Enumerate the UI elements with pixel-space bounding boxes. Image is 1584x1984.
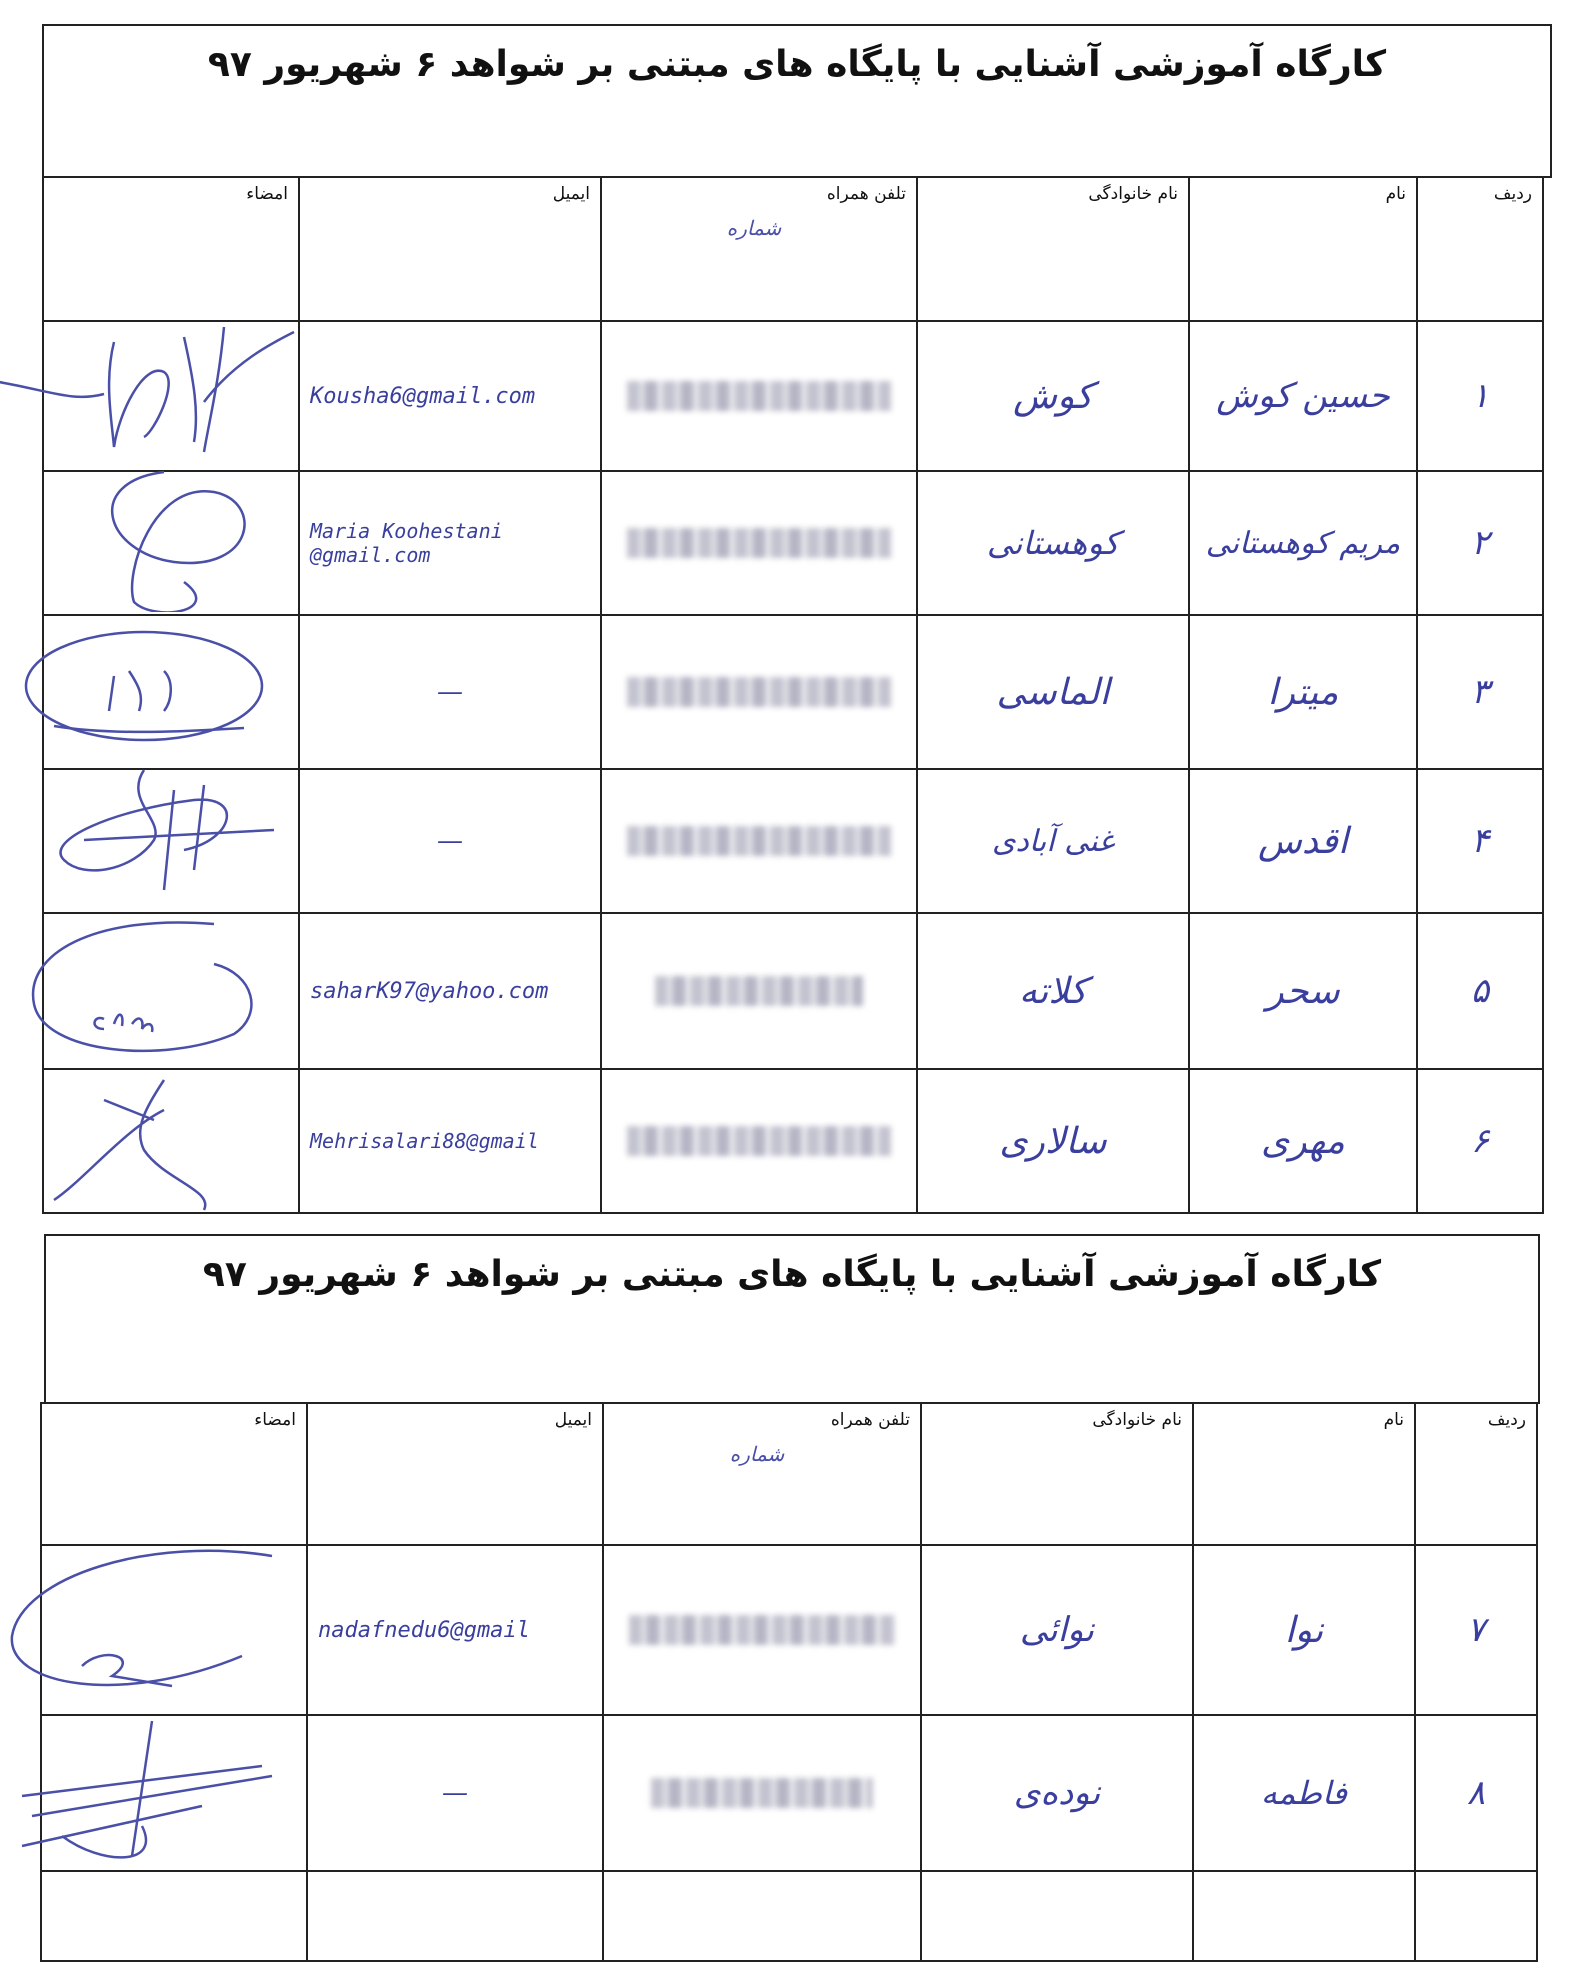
table-row [43, 769, 1543, 913]
first-name-cell [1193, 1871, 1415, 1961]
header-phone-label: تلفن همراه [826, 184, 906, 204]
header-email: ایمیل [299, 177, 601, 321]
signature-image [2, 1716, 282, 1872]
phone-cell [601, 471, 917, 615]
first-name-cell [1189, 913, 1417, 1069]
last-name-cell [917, 769, 1189, 913]
table-row [41, 1545, 1537, 1715]
phone-cell [601, 1069, 917, 1213]
signature-image [14, 914, 274, 1070]
email: — [437, 677, 463, 707]
table-row [43, 1069, 1543, 1213]
attendance-sheet-1 [42, 24, 1552, 1220]
redacted-phone [627, 677, 891, 707]
signature-image [2, 1536, 282, 1706]
sheet-title-box [44, 1234, 1540, 1404]
table-row [41, 1715, 1537, 1871]
header-phone-label: تلفن همراه [830, 1410, 910, 1430]
email: saharK97@yahoo.com [310, 978, 549, 1004]
email-cell [299, 913, 601, 1069]
phone-cell [603, 1715, 921, 1871]
first-name: حسین کوش [1216, 376, 1390, 416]
sheet-title: کارگاه آموزشی آشنایی با پایگاه های مبتنی بر شواهد ۶ شهریور ۹۷ [202, 1254, 1382, 1295]
first-name-cell [1193, 1715, 1415, 1871]
attendance-sheet-2 [40, 1232, 1540, 1984]
row-number-cell [1415, 1545, 1537, 1715]
email: — [442, 1778, 468, 1808]
table-row [43, 615, 1543, 769]
signature-image [44, 1070, 264, 1214]
signature-cell [43, 321, 299, 471]
last-name-cell [917, 471, 1189, 615]
last-name: کوش [1013, 375, 1093, 417]
row-number-cell [1417, 615, 1543, 769]
last-name: سالاری [999, 1120, 1107, 1162]
header-last-name: نام خانوادگی [921, 1403, 1193, 1545]
signature-cell [43, 615, 299, 769]
phone-subheader: شماره [726, 216, 782, 240]
header-first-name: نام [1193, 1403, 1415, 1545]
first-name: فاطمه [1260, 1774, 1348, 1812]
last-name-cell [917, 615, 1189, 769]
row-number-cell [1417, 769, 1543, 913]
first-name-cell [1189, 1069, 1417, 1213]
signature-cell [43, 913, 299, 1069]
redacted-phone [627, 826, 891, 856]
signature-image [64, 462, 304, 612]
phone-cell [601, 913, 917, 1069]
first-name: اقدس [1257, 820, 1349, 862]
last-name: کلاته [1019, 970, 1087, 1012]
row-number-cell [1417, 471, 1543, 615]
redacted-phone [627, 381, 891, 411]
attendance-table [42, 176, 1544, 1214]
phone-cell [601, 769, 917, 913]
email-cell [307, 1715, 603, 1871]
header-signature: امضاء [41, 1403, 307, 1545]
header-email: ایمیل [307, 1403, 603, 1545]
row-number: ۲ [1470, 523, 1490, 563]
first-name-cell [1189, 769, 1417, 913]
table-row [43, 471, 1543, 615]
header-row-number: ردیف [1417, 177, 1543, 321]
redacted-phone [627, 528, 891, 558]
last-name: کوهستانی [986, 524, 1120, 562]
email: Mehrisalari88@gmail [310, 1129, 539, 1153]
header-last-name: نام خانوادگی [917, 177, 1189, 321]
email: Kousha6@gmail.com [310, 383, 536, 409]
row-number: ۵ [1470, 971, 1490, 1011]
first-name: مهری [1261, 1120, 1345, 1162]
row-number-cell [1415, 1715, 1537, 1871]
last-name-cell [921, 1545, 1193, 1715]
header-signature: امضاء [43, 177, 299, 321]
header-phone [601, 177, 917, 321]
row-number: ۳ [1470, 672, 1490, 712]
email: — [437, 826, 463, 856]
table-row [43, 321, 1543, 471]
row-number-cell [1415, 1871, 1537, 1961]
redacted-phone [629, 1615, 894, 1645]
last-name-cell [917, 321, 1189, 471]
email-cell [299, 615, 601, 769]
signature-cell [43, 1069, 299, 1213]
header-row-number: ردیف [1415, 1403, 1537, 1545]
email-cell [307, 1545, 603, 1715]
email-cell [299, 1069, 601, 1213]
sheet-title-box [42, 24, 1552, 178]
email-cell [299, 471, 601, 615]
last-name: الماسی [996, 671, 1110, 713]
signature-cell [43, 471, 299, 615]
table-header-row [41, 1403, 1537, 1545]
email: nadafnedu6@gmail [318, 1617, 530, 1643]
last-name: غنی آبادی [992, 823, 1114, 859]
signature-image [14, 616, 284, 766]
phone-cell [603, 1545, 921, 1715]
row-number-cell [1417, 913, 1543, 1069]
first-name: سحر [1266, 970, 1340, 1012]
row-number: ۸ [1466, 1773, 1486, 1813]
last-name-cell [921, 1871, 1193, 1961]
header-phone [603, 1403, 921, 1545]
signature-cell [43, 769, 299, 913]
attendance-table [40, 1402, 1538, 1962]
phone-cell [601, 321, 917, 471]
row-number: ۴ [1470, 821, 1490, 861]
header-first-name: نام [1189, 177, 1417, 321]
last-name-cell [917, 1069, 1189, 1213]
first-name: نوا [1284, 1609, 1324, 1651]
redacted-phone [627, 1126, 891, 1156]
email-cell [307, 1871, 603, 1961]
first-name-cell [1189, 471, 1417, 615]
row-number-cell [1417, 321, 1543, 471]
row-number: ۷ [1466, 1610, 1486, 1650]
sheet-title: کارگاه آموزشی آشنایی با پایگاه های مبتنی بر شواهد ۶ شهریور ۹۷ [207, 44, 1387, 85]
email-cell [299, 769, 601, 913]
last-name-cell [917, 913, 1189, 1069]
first-name-cell [1189, 321, 1417, 471]
row-number: ۱ [1470, 376, 1490, 416]
signature-cell [41, 1871, 307, 1961]
row-number-cell [1417, 1069, 1543, 1213]
last-name-cell [921, 1715, 1193, 1871]
last-name: نوده‌ی [1013, 1773, 1101, 1813]
phone-cell [603, 1871, 921, 1961]
redacted-phone [651, 1778, 872, 1808]
first-name: مریم کوهستانی [1205, 525, 1401, 561]
signature-image [0, 322, 314, 472]
phone-cell [601, 615, 917, 769]
redacted-phone [655, 976, 862, 1006]
table-row-empty [41, 1871, 1537, 1961]
email-cell [299, 321, 601, 471]
last-name: نوائی [1019, 1610, 1095, 1650]
first-name-cell [1193, 1545, 1415, 1715]
row-number: ۶ [1470, 1121, 1490, 1161]
signature-cell [41, 1715, 307, 1871]
table-header-row [43, 177, 1543, 321]
email: Maria Koohestani @gmail.com [310, 519, 503, 567]
signature-cell [41, 1545, 307, 1715]
signature-image [24, 760, 294, 910]
first-name: میترا [1267, 671, 1339, 713]
phone-subheader: شماره [729, 1442, 785, 1466]
table-row [43, 913, 1543, 1069]
first-name-cell [1189, 615, 1417, 769]
